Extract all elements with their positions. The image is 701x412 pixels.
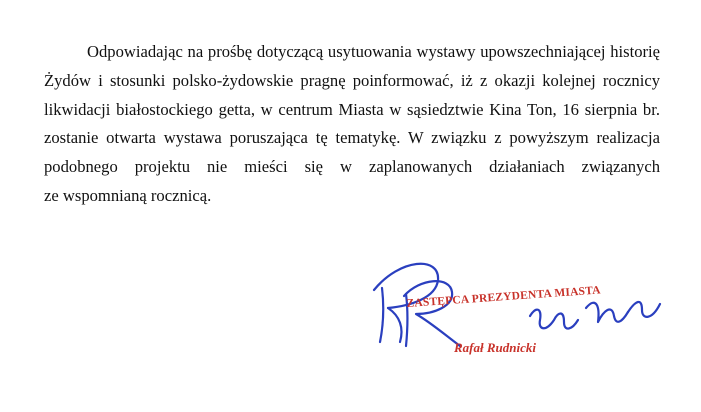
stamp-title: ZASTĘPCA PREZYDENTA MIASTA (406, 284, 602, 310)
paragraph-line: ze wspomnianą rocznicą. (44, 185, 212, 205)
paragraph-line: likwidacji białostockiego getta, w centrum Miasta w sąsiedztwie Kina Ton, 16 sierpnia br. (44, 99, 660, 119)
paragraph-line: zostanie otwarta wystawa poruszająca tę tematykę. W związku z powyższym realizacja (44, 128, 660, 148)
paragraph-line: Odpowiadając na prośbę dotyczącą usytuowania wystawy upowszechniającej historię (87, 42, 660, 61)
stamp-name: Rafał Rudnicki (454, 340, 536, 355)
signature-block (360, 250, 690, 370)
paragraph-line: podobnego projektu nie mieści się w zaplanowanych działaniach związanych (44, 157, 660, 177)
letter-body (44, 38, 660, 211)
paragraph-line: Żydów i stosunki polsko-żydowskie pragnę poinformować, iż z okazji kolejnej rocznicy (44, 70, 660, 90)
